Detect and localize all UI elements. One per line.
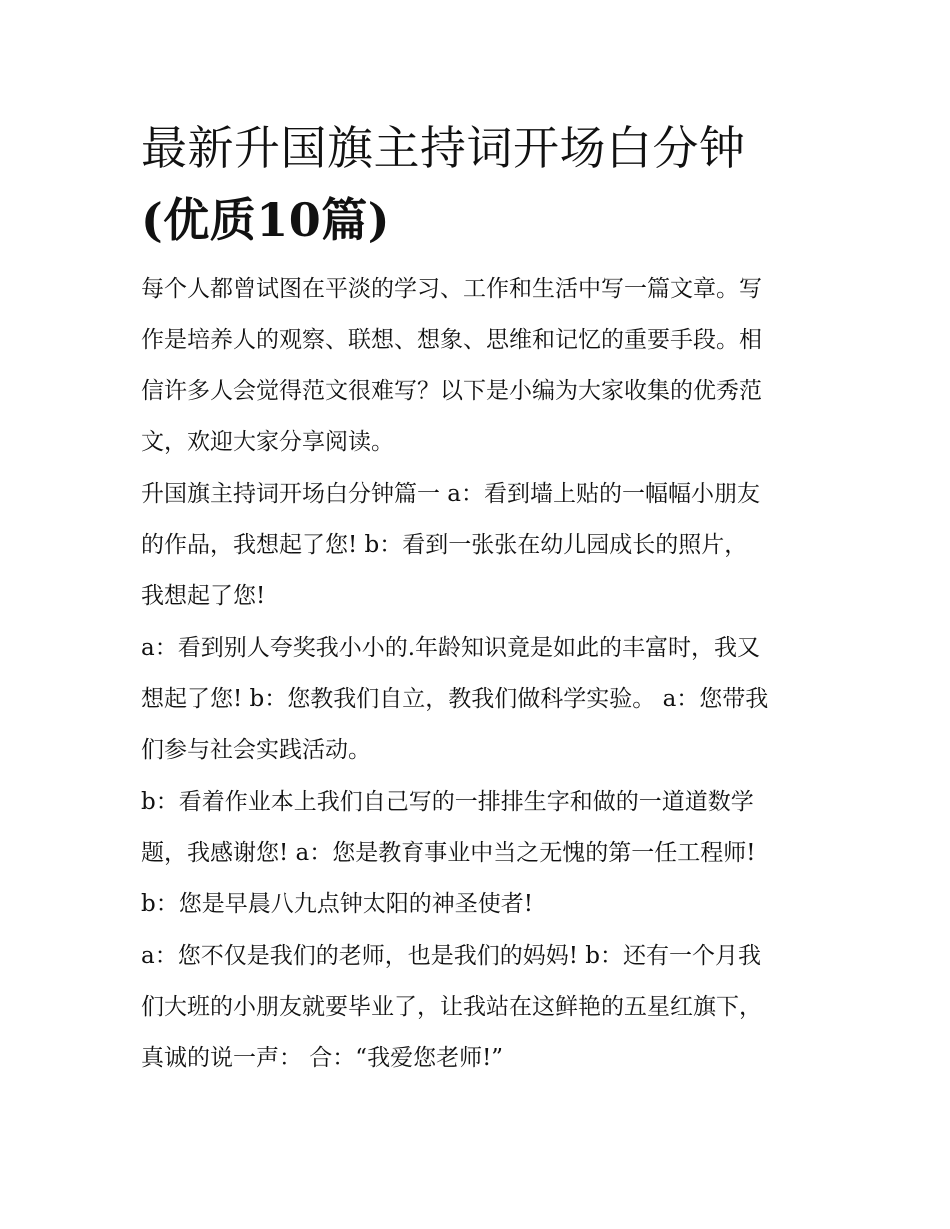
text-line: 信许多人会觉得范文很难写？以下是小编为大家收集的优秀范 bbox=[141, 378, 762, 404]
text-line: 作是培养人的观察、联想、想象、思维和记忆的重要手段。相 bbox=[141, 327, 762, 353]
text-line: 我想起了您! bbox=[141, 583, 266, 609]
text-line: 想起了您! b：您教我们自立，教我们做科学实验。 a：您带我 bbox=[141, 686, 769, 712]
text-line: 的作品，我想起了您! b：看到一张张在幼儿园成长的照片， bbox=[141, 532, 748, 558]
text-line: 真诚的说一声： 合：“我爱您老师!” bbox=[141, 1045, 504, 1071]
text-line: a：您不仅是我们的老师，也是我们的妈妈! b：还有一个月我 bbox=[141, 943, 761, 969]
document-title bbox=[141, 112, 811, 256]
title-line: (优质10篇) bbox=[141, 193, 391, 247]
text-line: 们参与社会实践活动。 bbox=[141, 737, 371, 763]
body-paragraph bbox=[141, 777, 811, 930]
text-line: a：看到别人夸奖我小小的.年龄知识竟是如此的丰富时，我又 bbox=[141, 635, 761, 661]
body-paragraph bbox=[141, 931, 811, 1084]
intro-paragraph bbox=[141, 264, 811, 468]
text-line: b：您是早晨八九点钟太阳的神圣使者! bbox=[141, 891, 533, 917]
document-body bbox=[141, 112, 811, 1085]
text-line: 题，我感谢您! a：您是教育事业中当之无愧的第一任工程师! bbox=[141, 840, 756, 866]
text-line: 文，欢迎大家分享阅读。 bbox=[141, 429, 394, 455]
text-line: 每个人都曾试图在平淡的学习、工作和生活中写一篇文章。写 bbox=[141, 276, 762, 302]
body-paragraph bbox=[141, 623, 811, 776]
text-line: 升国旗主持词开场白分钟篇一 a：看到墙上贴的一幅幅小朋友 bbox=[141, 481, 761, 507]
text-line: b：看着作业本上我们自己写的一排排生字和做的一道道数学 bbox=[141, 789, 754, 815]
title-line: 最新升国旗主持词开场白分钟 bbox=[141, 121, 746, 175]
text-line: 们大班的小朋友就要毕业了，让我站在这鲜艳的五星红旗下， bbox=[141, 994, 762, 1020]
body-paragraph bbox=[141, 469, 811, 622]
